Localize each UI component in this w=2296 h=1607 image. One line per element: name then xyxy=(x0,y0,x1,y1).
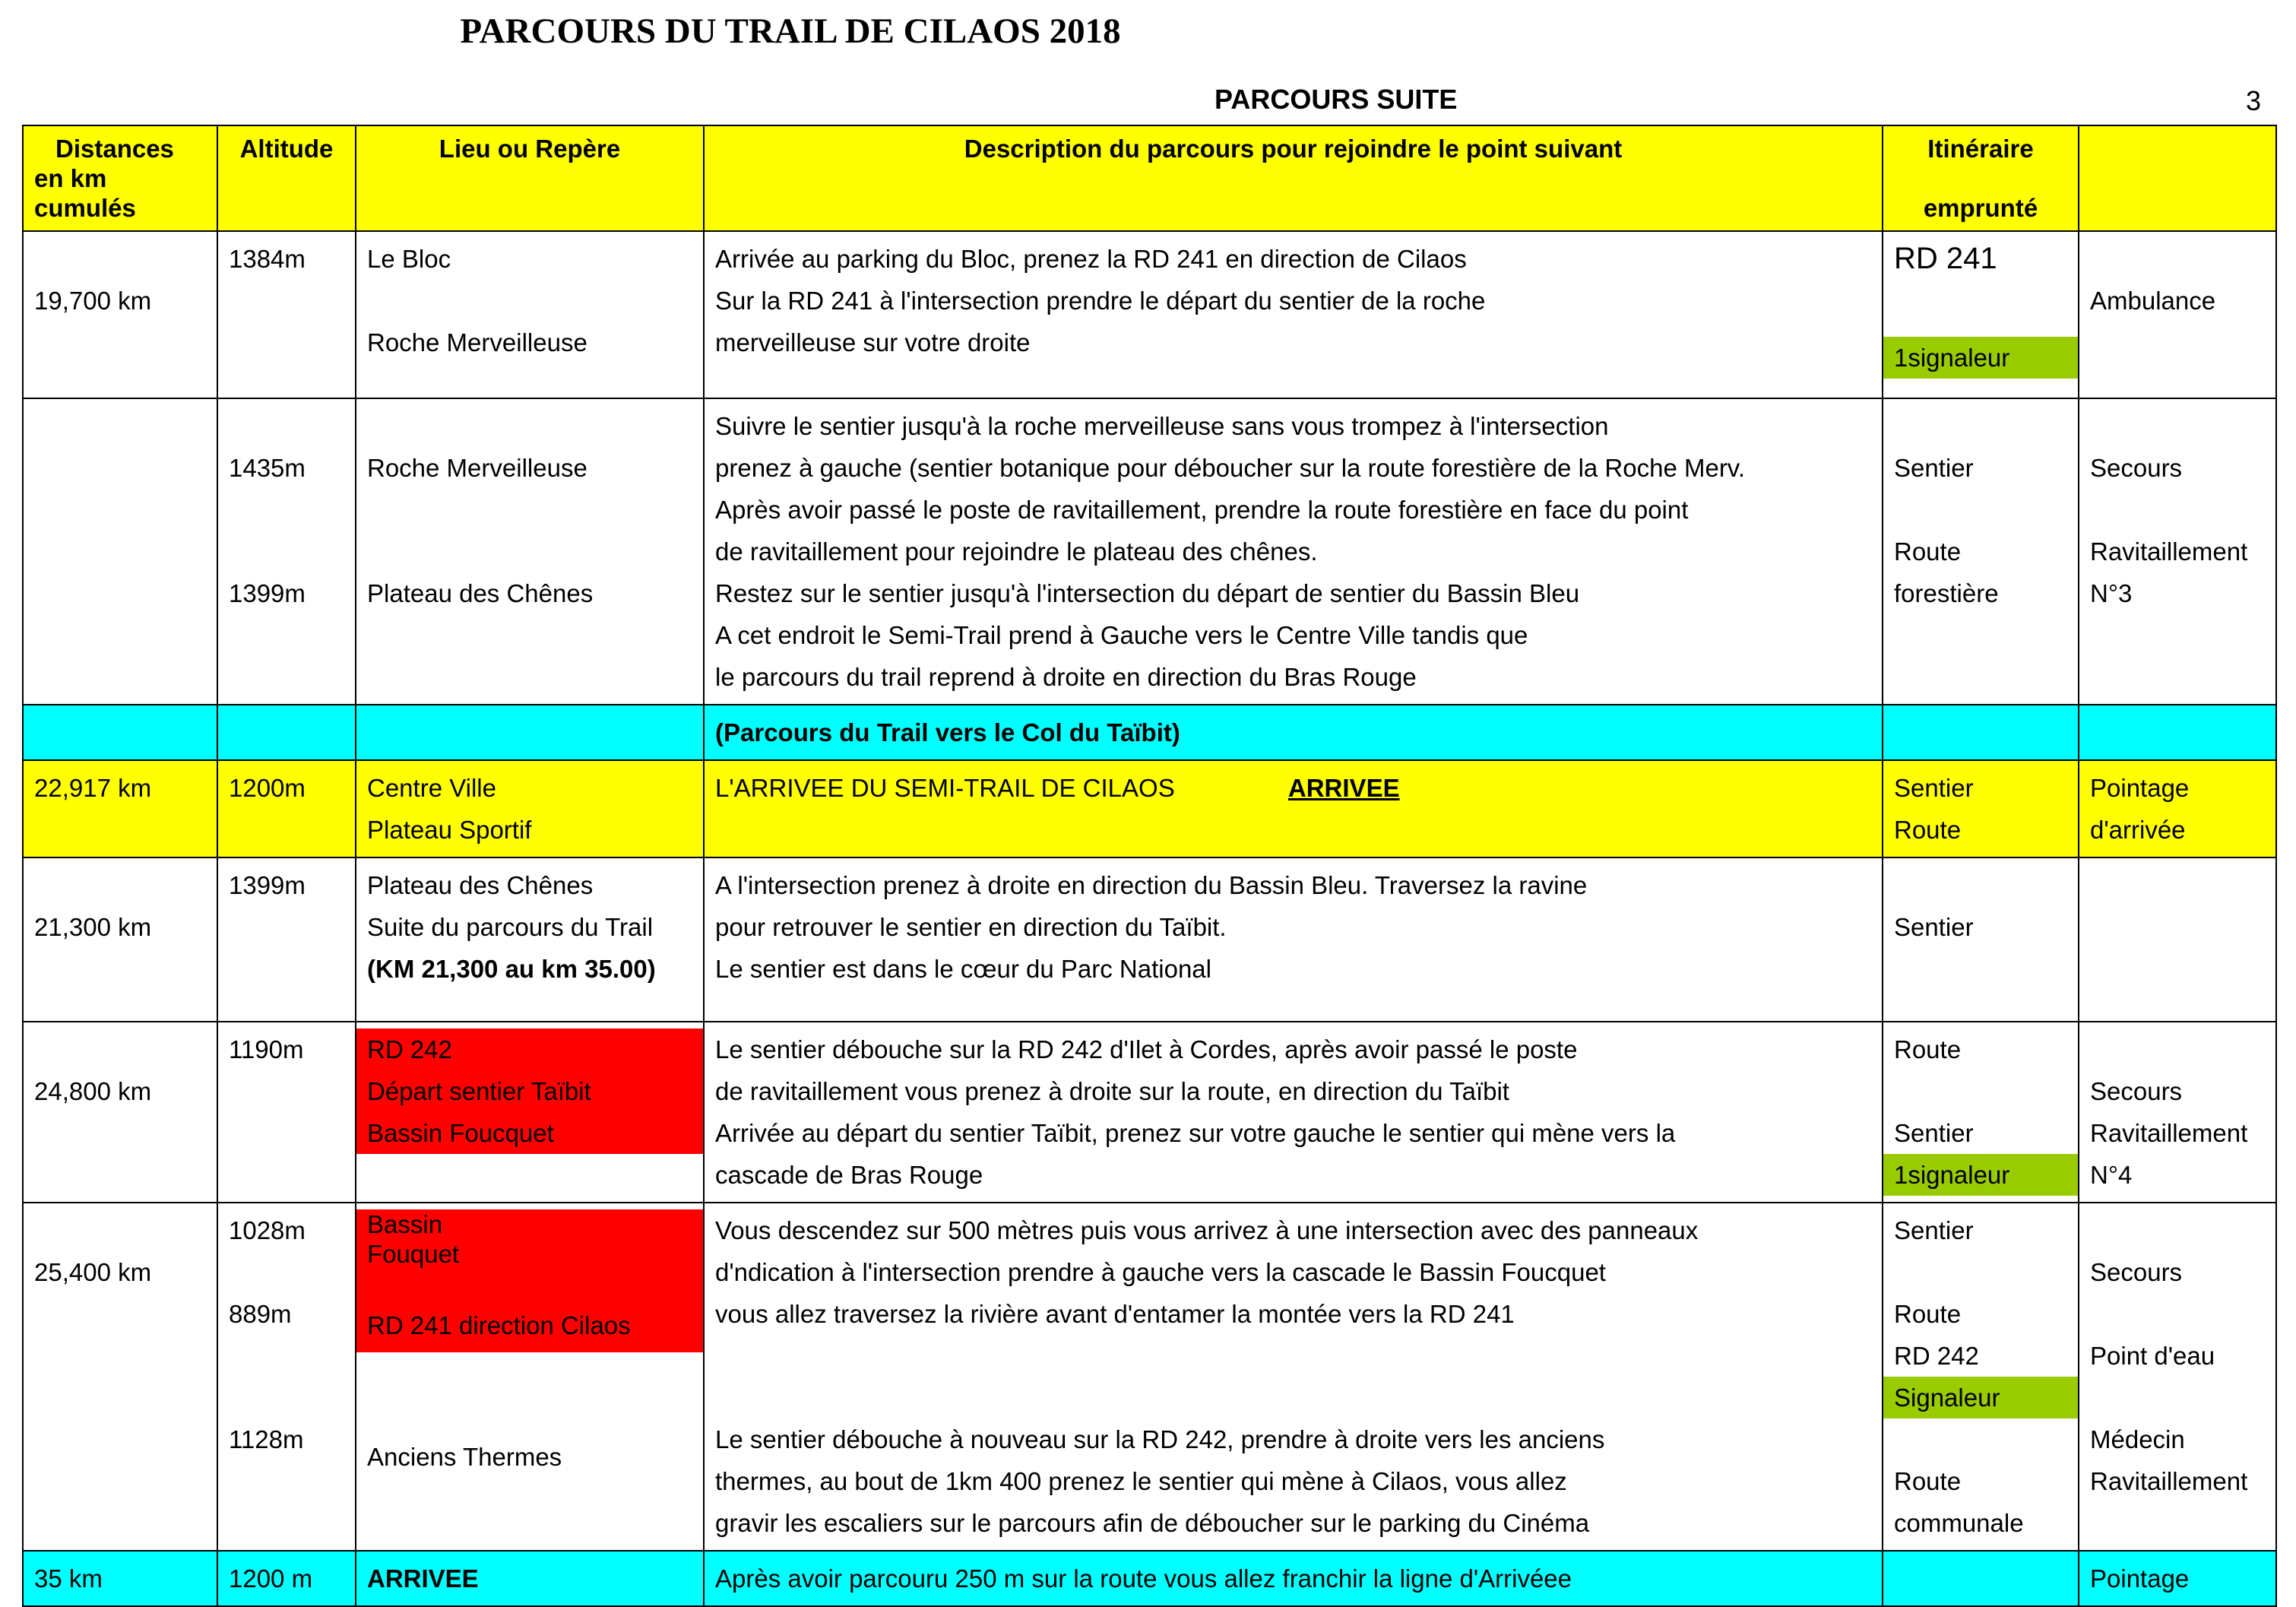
cell-itineraire xyxy=(1883,857,2079,1022)
header-distance xyxy=(23,125,217,231)
spacer xyxy=(2090,238,2265,280)
table-row xyxy=(23,398,2276,705)
description-line: prenez à gauche (sentier botanique pour déboucher sur la route forestière de la Roche Merv. xyxy=(715,454,1746,482)
spacer xyxy=(1894,1251,2067,1293)
itineraire-value: Route xyxy=(1894,1300,1962,1328)
cell-distance: 35 km xyxy=(23,1551,217,1606)
lieu-value: Le Bloc xyxy=(367,245,451,273)
lieu-value: Plateau des Chênes xyxy=(367,579,594,607)
table-row xyxy=(23,1022,2276,1203)
header-services xyxy=(2079,125,2276,231)
header-lieu: Lieu ou Repère xyxy=(356,125,704,231)
distance-value: 21,300 km xyxy=(34,913,152,941)
lieu-value-highlighted: Bassin xyxy=(367,1210,443,1238)
description-line: Arrivée au départ du sentier Taïbit, prenez sur votre gauche le sentier qui mène vers la xyxy=(715,1119,1676,1147)
cell-lieu xyxy=(356,760,704,857)
spacer xyxy=(2090,1377,2265,1418)
header-description: Description du parcours pour rejoindre le point suivant xyxy=(704,125,1883,231)
service-value: N°3 xyxy=(2090,579,2133,607)
service-value: Pointage xyxy=(2090,774,2190,802)
description-line: gravir les escaliers sur le parcours afin de déboucher sur le parking du Cinéma xyxy=(715,1509,1590,1537)
spacer xyxy=(229,405,344,447)
altitude-value: 1028m xyxy=(229,1216,306,1244)
cell-description: Après avoir parcouru 250 m sur la route vous allez franchir la ligne d'Arrivéee xyxy=(704,1551,1883,1606)
description-line: L'ARRIVEE DU SEMI-TRAIL DE CILAOS xyxy=(715,774,1175,802)
signaleur-badge: 1signaleur xyxy=(1883,337,2078,379)
arrivee-tag: ARRIVEE xyxy=(1287,774,1400,802)
spacer xyxy=(1894,280,2067,322)
description-line: Après avoir passé le poste de ravitaillement, prendre la route forestière en face du point xyxy=(715,496,1689,524)
itineraire-value: Sentier xyxy=(1894,913,1974,941)
service-value: Médecin xyxy=(2090,1425,2185,1453)
description-line: merveilleuse sur votre droite xyxy=(715,328,1031,357)
itineraire-value: forestière xyxy=(1894,579,1999,607)
spacer xyxy=(1894,1070,2067,1112)
lieu-value: Suite du parcours du Trail xyxy=(367,913,654,941)
description-line: cascade de Bras Rouge xyxy=(715,1161,983,1189)
cell-distance xyxy=(23,1022,217,1203)
spacer xyxy=(367,489,692,531)
table-row-note xyxy=(23,705,2276,760)
description-line: Arrivée au parking du Bloc, prenez la RD 241 en direction de Cilaos xyxy=(715,245,1467,273)
cell-description xyxy=(704,857,1883,1022)
cell-empty xyxy=(356,705,704,760)
altitude-value: 1435m xyxy=(229,454,306,482)
cell-altitude: 1200 m xyxy=(217,1551,356,1606)
distance-value: 19,700 km xyxy=(34,287,152,315)
cell-itineraire xyxy=(1883,1551,2079,1606)
lieu-value-highlighted: Bassin Foucquet xyxy=(356,1112,703,1154)
description-line: vous allez traversez la rivière avant d'entamer la montée vers la RD 241 xyxy=(715,1300,1515,1328)
spacer xyxy=(229,489,344,531)
description-line: A cet endroit le Semi-Trail prend à Gauche vers le Centre Ville tandis que xyxy=(715,621,1528,649)
cell-services xyxy=(2079,1022,2276,1203)
itineraire-value: Sentier xyxy=(1894,454,1974,482)
cell-lieu xyxy=(356,231,704,398)
spacer xyxy=(715,1335,1871,1377)
spacer xyxy=(229,531,344,572)
cell-distance xyxy=(23,857,217,1022)
lieu-value-highlighted: RD 242 xyxy=(356,1029,703,1070)
spacer xyxy=(229,1377,344,1418)
cell-services xyxy=(2079,857,2276,1022)
cell-services xyxy=(2079,231,2276,398)
description-line: d'ndication à l'intersection prendre à gauche vers la cascade le Bassin Foucquet xyxy=(715,1258,1606,1286)
cell-altitude xyxy=(217,398,356,705)
service-value: Ravitaillement xyxy=(2090,1119,2248,1147)
spacer xyxy=(34,864,206,906)
cell-lieu xyxy=(356,398,704,705)
cell-altitude xyxy=(217,1022,356,1203)
cell-altitude xyxy=(217,857,356,1022)
cell-distance xyxy=(23,1203,217,1551)
spacer xyxy=(367,531,692,572)
cell-description xyxy=(704,1022,1883,1203)
description-line: de ravitaillement vous prenez à droite sur la route, en direction du Taïbit xyxy=(715,1077,1509,1105)
cell-itineraire xyxy=(1883,1203,2079,1551)
spacer xyxy=(34,1209,206,1251)
spacer xyxy=(2090,1209,2265,1251)
header-itineraire-line: Itinéraire xyxy=(1927,135,2034,163)
header-itineraire xyxy=(1883,125,2079,231)
table-row xyxy=(23,1203,2276,1551)
header-altitude: Altitude xyxy=(217,125,356,231)
cell-services: Pointage xyxy=(2079,1551,2276,1606)
spacer xyxy=(367,1269,692,1311)
cell-altitude xyxy=(217,231,356,398)
distance-value: 24,800 km xyxy=(34,1077,152,1105)
signaleur-badge: Signaleur xyxy=(1883,1377,2078,1418)
lieu-value-highlighted: RD 241 direction Cilaos xyxy=(367,1311,631,1339)
description-line: thermes, au bout de 1km 400 prenez le sentier qui mène à Cilaos, vous allez xyxy=(715,1467,1567,1495)
description-line: Le sentier est dans le cœur du Parc National xyxy=(715,955,1211,983)
service-value: Point d'eau xyxy=(2090,1342,2215,1370)
lieu-value: Plateau des Chênes xyxy=(367,871,594,899)
cell-description xyxy=(704,1203,1883,1551)
service-value: Secours xyxy=(2090,1077,2183,1105)
description-line: de ravitaillement pour rejoindre le plateau des chênes. xyxy=(715,537,1318,566)
cell-lieu xyxy=(356,1203,704,1551)
spacer xyxy=(229,1335,344,1377)
itineraire-value: RD 241 xyxy=(1894,242,1997,275)
description-line: Le sentier débouche sur la RD 242 d'Ilet à Cordes, après avoir passé le poste xyxy=(715,1035,1578,1063)
service-value: Ambulance xyxy=(2090,287,2216,315)
cell-itineraire xyxy=(1883,1022,2079,1203)
altitude-value: 1128m xyxy=(229,1425,304,1453)
cell-distance xyxy=(23,760,217,857)
spacer xyxy=(34,238,206,280)
lieu-block-highlighted xyxy=(356,1209,703,1352)
lieu-value: Plateau Sportif xyxy=(367,816,532,844)
page-title: PARCOURS DU TRAIL DE CILAOS 2018 xyxy=(460,11,1121,51)
cell-services xyxy=(2079,1203,2276,1551)
distance-value: 25,400 km xyxy=(34,1258,152,1286)
itineraire-value: Route xyxy=(1894,1467,1962,1495)
lieu-value-highlighted: Fouquet xyxy=(367,1240,460,1268)
altitude-value: 1190m xyxy=(229,1035,304,1063)
itineraire-value: Sentier xyxy=(1894,774,1974,802)
description-line: Sur la RD 241 à l'intersection prendre le départ du sentier de la roche xyxy=(715,287,1486,315)
altitude-value: 1384m xyxy=(229,245,306,273)
page-subtitle: PARCOURS SUITE xyxy=(1215,84,1458,115)
spacer xyxy=(2090,1029,2265,1070)
spacer xyxy=(2090,1293,2265,1335)
cell-distance xyxy=(23,398,217,705)
spacer xyxy=(367,1352,692,1394)
table-row xyxy=(23,857,2276,1022)
cell-itineraire xyxy=(1883,398,2079,705)
cell-distance xyxy=(23,231,217,398)
cell-description xyxy=(704,760,1883,857)
spacer xyxy=(1894,864,2067,906)
lieu-value: Anciens Thermes xyxy=(367,1443,562,1471)
spacer xyxy=(1894,405,2067,447)
lieu-value: Roche Merveilleuse xyxy=(367,328,587,357)
description-line: Le sentier débouche à nouveau sur la RD 242, prendre à droite vers les anciens xyxy=(715,1425,1605,1453)
cell-empty xyxy=(217,705,356,760)
spacer xyxy=(2090,405,2265,447)
spacer xyxy=(367,1394,692,1436)
parcours-table xyxy=(22,125,2277,1607)
altitude-value: 889m xyxy=(229,1300,292,1328)
trail-route-note: (Parcours du Trail vers le Col du Taïbit) xyxy=(704,705,1883,760)
cell-empty xyxy=(1883,705,2079,760)
description-line: le parcours du trail reprend à droite en direction du Bras Rouge xyxy=(715,663,1417,691)
altitude-value: 1399m xyxy=(229,579,306,607)
header-itineraire-line: emprunté xyxy=(1923,194,2038,222)
spacer xyxy=(1894,1418,2067,1460)
description-line: Suivre le sentier jusqu'à la roche merveilleuse sans vous trompez à l'intersection xyxy=(715,412,1609,440)
page-number: 3 xyxy=(2246,85,2262,116)
cell-lieu xyxy=(356,857,704,1022)
cell-empty xyxy=(2079,705,2276,760)
header-distance-line: en km xyxy=(34,164,107,192)
itineraire-value: Sentier xyxy=(1894,1216,1974,1244)
header-spacer xyxy=(1894,163,2067,193)
cell-description xyxy=(704,398,1883,705)
cell-altitude xyxy=(217,1203,356,1551)
cell-empty xyxy=(23,705,217,760)
altitude-value: 1399m xyxy=(229,871,306,899)
service-value: Ravitaillement xyxy=(2090,1467,2248,1495)
lieu-value: Centre Ville xyxy=(367,774,496,802)
cell-itineraire xyxy=(1883,760,2079,857)
table-row xyxy=(23,231,2276,398)
itineraire-value: RD 242 xyxy=(1894,1342,1979,1370)
lieu-value: Roche Merveilleuse xyxy=(367,454,587,482)
service-value: Secours xyxy=(2090,1258,2183,1286)
spacer xyxy=(2090,489,2265,531)
cell-itineraire xyxy=(1883,231,2079,398)
description-line: Restez sur le sentier jusqu'à l'intersection du départ de sentier du Bassin Bleu xyxy=(715,579,1580,607)
lieu-value-highlighted: Départ sentier Taïbit xyxy=(356,1070,703,1112)
table-header-row xyxy=(23,125,2276,231)
altitude-value: 1200m xyxy=(229,774,306,802)
description-line: pour retrouver le sentier en direction du Taïbit. xyxy=(715,913,1227,941)
cell-lieu xyxy=(356,1022,704,1203)
spacer xyxy=(1894,489,2067,531)
itineraire-value: communale xyxy=(1894,1509,2024,1537)
service-value: N°4 xyxy=(2090,1161,2133,1189)
itineraire-value: Sentier xyxy=(1894,1119,1974,1147)
signaleur-badge: 1signaleur xyxy=(1883,1154,2078,1196)
service-value: Secours xyxy=(2090,454,2183,482)
header-distance-line: cumulés xyxy=(34,194,136,222)
cell-altitude xyxy=(217,760,356,857)
service-value: Ravitaillement xyxy=(2090,537,2248,566)
spacer xyxy=(229,1251,344,1293)
itineraire-value: Route xyxy=(1894,1035,1962,1063)
lieu-value: (KM 21,300 au km 35.00) xyxy=(367,955,656,983)
spacer xyxy=(367,280,692,322)
spacer xyxy=(34,1029,206,1070)
itineraire-value: Route xyxy=(1894,816,1962,844)
cell-services xyxy=(2079,398,2276,705)
service-value: d'arrivée xyxy=(2090,816,2186,844)
header-distance-line: Distances xyxy=(55,135,174,163)
description-line: Vous descendez sur 500 mètres puis vous arrivez à une intersection avec des panneaux xyxy=(715,1216,1699,1244)
cell-description xyxy=(704,231,1883,398)
cell-lieu: ARRIVEE xyxy=(356,1551,704,1606)
table-row-final-arrival xyxy=(23,1551,2276,1606)
spacer xyxy=(367,405,692,447)
distance-value: 22,917 km xyxy=(34,774,152,802)
table-row-semi-trail-finish xyxy=(23,760,2276,857)
cell-services xyxy=(2079,760,2276,857)
itineraire-value: Route xyxy=(1894,537,1962,566)
spacer xyxy=(715,1377,1871,1418)
description-line: A l'intersection prenez à droite en direction du Bassin Bleu. Traversez la ravine xyxy=(715,871,1588,899)
